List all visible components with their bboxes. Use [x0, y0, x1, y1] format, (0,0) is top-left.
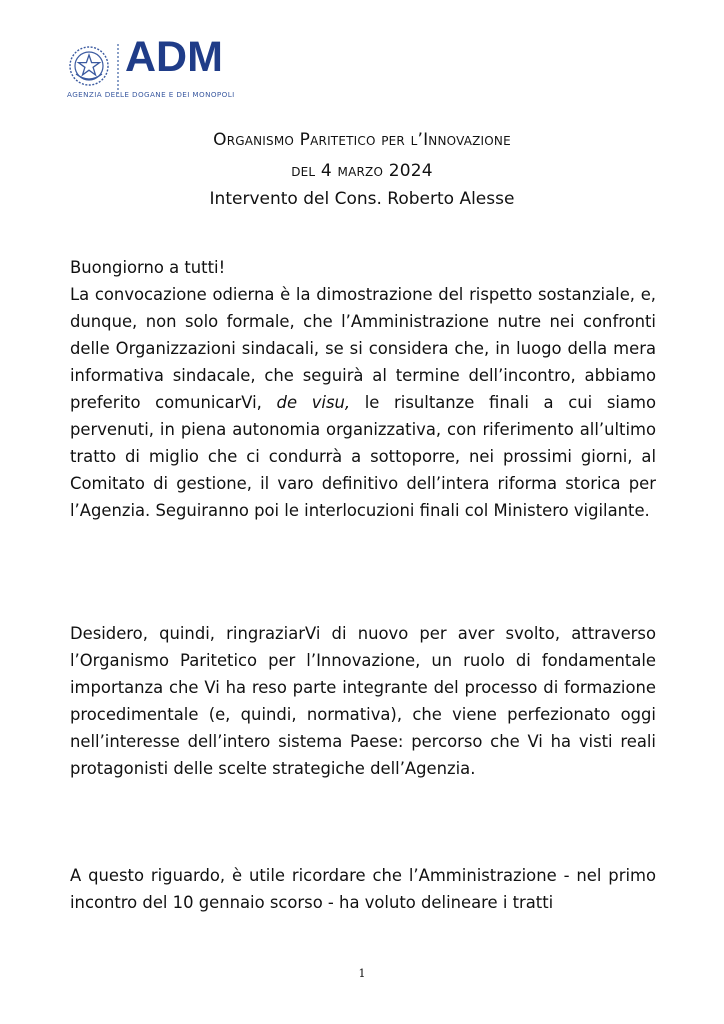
- logo-divider: [117, 44, 121, 94]
- heading-line-1: Organismo Paritetico per l’Innovazione: [213, 130, 511, 150]
- paragraph-2: Desidero, quindi, ringraziarVi di nuovo per aver svolto, attraverso l’Organismo Paritetico per l’Innovazione, un ruolo di fondamentale importanza che Vi ha reso parte integrante del processo di formazione procedimentale (e, quindi, normativa), che viene perfezionato oggi nell’interesse dell’intero sistema Paese: percorso che Vi ha visti reali protagonisti delle scelte strategiche dell’Agenzia.: [70, 624, 656, 778]
- paragraph-1: [70, 281, 656, 524]
- logo-mark: ADM: [125, 33, 223, 81]
- logo-subtitle: AGENZIA DELLE DOGANE E DEI MONOPOLI: [67, 90, 235, 99]
- paragraph-1-text: La convocazione odierna è la dimostrazione del rispetto sostanziale, e, dunque, non solo formale, che l’Amministrazione nutre nei confronti delle Organizzazioni sindacali, se si considera che, in luogo della mera informativa sindacale, che seguirà al termine dell’incontro, abbiamo preferito comunicarVi,: [70, 285, 656, 412]
- greeting: Buongiorno a tutti!: [70, 258, 226, 277]
- page-number: 1: [358, 967, 366, 980]
- paragraph-3: A questo riguardo, è utile ricordare che l’Amministrazione - nel primo incontro del 10 gennaio scorso - ha voluto delineare i tratti: [70, 866, 656, 912]
- italian-republic-emblem-icon: [67, 44, 111, 88]
- adm-logo: [67, 33, 267, 102]
- paragraph-1-italic: de visu,: [276, 393, 351, 412]
- heading-line-2: del 4 marzo 2024: [291, 161, 433, 181]
- paragraph-1-text-cont: le risultanze finali a cui siamo pervenuti, in piena autonomia organizzativa, con riferimento all’ultimo tratto di miglio che ci condurrà a sottoporre, nei prossimi giorni, al Comitato di gestione, il varo definitivo dell’intera riforma storica per l’Agenzia. Seguiranno poi le interlocuzioni finali col Ministero vigilante.: [70, 393, 657, 520]
- heading-line-3: Intervento del Cons. Roberto Alesse: [209, 189, 515, 209]
